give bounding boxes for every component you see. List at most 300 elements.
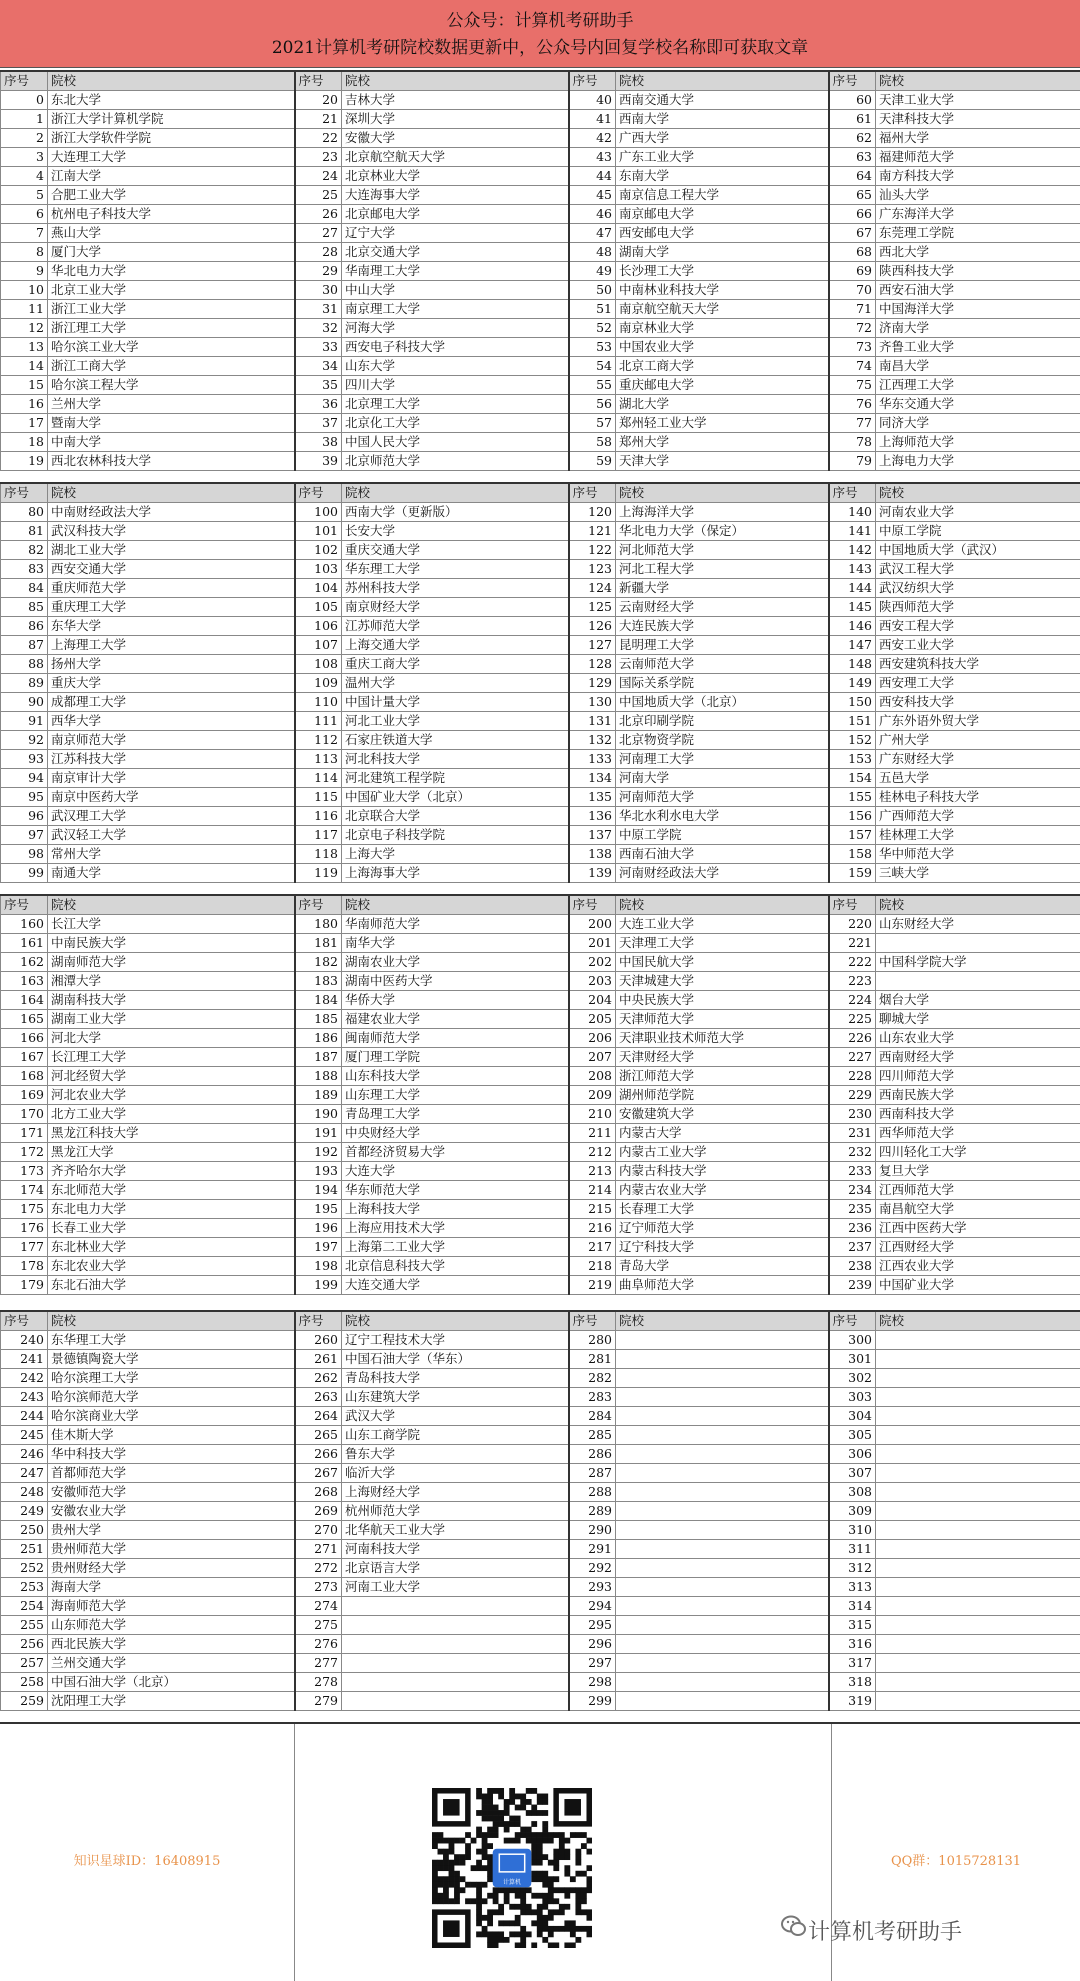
table-row <box>1 1388 1080 1407</box>
row-number: 281 <box>569 1350 616 1369</box>
school-name: 上海科技大学 <box>342 1200 569 1219</box>
school-name: 广东工业大学 <box>616 148 829 167</box>
school-name: 南昌航空大学 <box>876 1200 1080 1219</box>
table-row <box>1 1200 1080 1219</box>
school-name: 武汉纺织大学 <box>876 579 1080 598</box>
school-name: 河北建筑工程学院 <box>342 769 569 788</box>
row-number: 205 <box>569 1010 616 1029</box>
school-name: 重庆交通大学 <box>342 541 569 560</box>
column-header-num: 序号 <box>295 71 342 91</box>
row-number: 174 <box>1 1181 48 1200</box>
school-name: 广西大学 <box>616 129 829 148</box>
column-header-num: 序号 <box>569 71 616 91</box>
school-name: 北京印刷学院 <box>616 712 829 731</box>
row-number: 85 <box>1 598 48 617</box>
school-name: 西安交通大学 <box>48 560 295 579</box>
school-name: 长沙理工大学 <box>616 262 829 281</box>
table-row <box>1 1276 1080 1295</box>
school-name: 山东大学 <box>342 357 569 376</box>
table-row <box>1 693 1080 712</box>
school-name: 河南财经政法大学 <box>616 864 829 883</box>
school-name: 北京理工大学 <box>342 395 569 414</box>
school-name: 四川师范大学 <box>876 1067 1080 1086</box>
row-number: 104 <box>295 579 342 598</box>
row-number: 63 <box>829 148 876 167</box>
column-header-num: 序号 <box>569 483 616 503</box>
school-name: 中国农业大学 <box>616 338 829 357</box>
row-number: 199 <box>295 1276 342 1295</box>
school-name: 北京交通大学 <box>342 243 569 262</box>
school-name <box>616 1521 829 1540</box>
school-name: 北京工商大学 <box>616 357 829 376</box>
row-number: 164 <box>1 991 48 1010</box>
table-row <box>1 1597 1080 1616</box>
table-row <box>1 769 1080 788</box>
school-name: 湖南师范大学 <box>48 953 295 972</box>
school-name: 西南大学 <box>616 110 829 129</box>
school-name: 上海海洋大学 <box>616 503 829 522</box>
row-number: 190 <box>295 1105 342 1124</box>
row-number: 33 <box>295 338 342 357</box>
school-name: 湖北工业大学 <box>48 541 295 560</box>
school-name: 沈阳理工大学 <box>48 1692 295 1711</box>
school-name: 上海海事大学 <box>342 864 569 883</box>
school-name: 东北电力大学 <box>48 1200 295 1219</box>
table-row <box>1 1616 1080 1635</box>
row-number: 111 <box>295 712 342 731</box>
row-number: 200 <box>569 915 616 934</box>
table-row <box>1 579 1080 598</box>
school-name: 中国民航大学 <box>616 953 829 972</box>
row-number: 286 <box>569 1445 616 1464</box>
school-name: 首都师范大学 <box>48 1464 295 1483</box>
school-name <box>342 1673 569 1692</box>
school-name: 西华大学 <box>48 712 295 731</box>
row-number: 213 <box>569 1162 616 1181</box>
school-name: 湖南工业大学 <box>48 1010 295 1029</box>
school-name: 大连理工大学 <box>48 148 295 167</box>
school-name: 中原工学院 <box>616 826 829 845</box>
school-name: 闽南师范大学 <box>342 1029 569 1048</box>
school-name: 东莞理工学院 <box>876 224 1080 243</box>
table-row <box>1 788 1080 807</box>
row-number: 136 <box>569 807 616 826</box>
school-name: 辽宁工程技术大学 <box>342 1331 569 1350</box>
row-number: 67 <box>829 224 876 243</box>
school-name: 南京财经大学 <box>342 598 569 617</box>
row-number: 160 <box>1 915 48 934</box>
table-header-row <box>1 71 1080 91</box>
school-name: 新疆大学 <box>616 579 829 598</box>
column-header-num: 序号 <box>295 1311 342 1331</box>
school-name: 大连民族大学 <box>616 617 829 636</box>
row-number: 53 <box>569 338 616 357</box>
row-number: 304 <box>829 1407 876 1426</box>
row-number: 10 <box>1 281 48 300</box>
school-name: 哈尔滨理工大学 <box>48 1369 295 1388</box>
table-row <box>1 1521 1080 1540</box>
row-number: 48 <box>569 243 616 262</box>
table-row <box>1 541 1080 560</box>
row-number: 29 <box>295 262 342 281</box>
row-number: 86 <box>1 617 48 636</box>
row-number: 172 <box>1 1143 48 1162</box>
row-number: 296 <box>569 1635 616 1654</box>
school-name: 河北工程大学 <box>616 560 829 579</box>
school-name: 湖北大学 <box>616 395 829 414</box>
row-number: 194 <box>295 1181 342 1200</box>
row-number: 92 <box>1 731 48 750</box>
row-number: 28 <box>295 243 342 262</box>
school-name: 温州大学 <box>342 674 569 693</box>
school-name: 扬州大学 <box>48 655 295 674</box>
row-number: 290 <box>569 1521 616 1540</box>
school-name: 辽宁师范大学 <box>616 1219 829 1238</box>
school-name: 上海理工大学 <box>48 636 295 655</box>
row-number: 1 <box>1 110 48 129</box>
row-number: 163 <box>1 972 48 991</box>
school-name: 天津职业技术师范大学 <box>616 1029 829 1048</box>
row-number: 72 <box>829 319 876 338</box>
school-name <box>876 1692 1080 1711</box>
row-number: 82 <box>1 541 48 560</box>
row-number: 20 <box>295 91 342 110</box>
row-number: 141 <box>829 522 876 541</box>
row-number: 156 <box>829 807 876 826</box>
row-number: 50 <box>569 281 616 300</box>
row-number: 139 <box>569 864 616 883</box>
school-name: 湖南中医药大学 <box>342 972 569 991</box>
row-number: 300 <box>829 1331 876 1350</box>
column-header-school: 院校 <box>342 71 569 91</box>
school-name: 中国石油大学（华东） <box>342 1350 569 1369</box>
row-number: 117 <box>295 826 342 845</box>
school-name: 西南财经大学 <box>876 1048 1080 1067</box>
school-name: 哈尔滨工程大学 <box>48 376 295 395</box>
school-name: 华东理工大学 <box>342 560 569 579</box>
school-name: 西北大学 <box>876 243 1080 262</box>
row-number: 46 <box>569 205 616 224</box>
row-number: 79 <box>829 452 876 471</box>
row-number: 255 <box>1 1616 48 1635</box>
row-number: 278 <box>295 1673 342 1692</box>
row-number: 65 <box>829 186 876 205</box>
school-name <box>616 1426 829 1445</box>
school-name: 河南理工大学 <box>616 750 829 769</box>
row-number: 180 <box>295 915 342 934</box>
school-name: 桂林电子科技大学 <box>876 788 1080 807</box>
row-number: 18 <box>1 433 48 452</box>
row-number: 74 <box>829 357 876 376</box>
school-table <box>0 70 1080 471</box>
row-number: 68 <box>829 243 876 262</box>
table-row <box>1 395 1080 414</box>
school-name: 武汉科技大学 <box>48 522 295 541</box>
school-name: 南京理工大学 <box>342 300 569 319</box>
wechat-icon <box>780 1912 808 1940</box>
school-name: 广东财经大学 <box>876 750 1080 769</box>
school-name: 重庆理工大学 <box>48 598 295 617</box>
school-name: 武汉大学 <box>342 1407 569 1426</box>
row-number: 191 <box>295 1124 342 1143</box>
row-number: 132 <box>569 731 616 750</box>
table-row <box>1 731 1080 750</box>
table-row <box>1 1219 1080 1238</box>
row-number: 289 <box>569 1502 616 1521</box>
table-row <box>1 1238 1080 1257</box>
school-name: 三峡大学 <box>876 864 1080 883</box>
row-number: 218 <box>569 1257 616 1276</box>
school-name: 广东外语外贸大学 <box>876 712 1080 731</box>
row-number: 259 <box>1 1692 48 1711</box>
school-name <box>876 1426 1080 1445</box>
school-name <box>342 1616 569 1635</box>
row-number: 93 <box>1 750 48 769</box>
row-number: 101 <box>295 522 342 541</box>
table-row <box>1 167 1080 186</box>
school-name: 湖南大学 <box>616 243 829 262</box>
school-name <box>876 1521 1080 1540</box>
watermark-text: 计算机考研助手 <box>808 1920 963 1945</box>
table-row <box>1 807 1080 826</box>
row-number: 241 <box>1 1350 48 1369</box>
school-name: 大连海事大学 <box>342 186 569 205</box>
table-row <box>1 1067 1080 1086</box>
row-number: 125 <box>569 598 616 617</box>
school-name: 南昌大学 <box>876 357 1080 376</box>
table-row <box>1 1350 1080 1369</box>
row-number: 240 <box>1 1331 48 1350</box>
school-name: 中国地质大学（北京） <box>616 693 829 712</box>
row-number: 150 <box>829 693 876 712</box>
table-row <box>1 433 1080 452</box>
qr-code[interactable] <box>432 1788 592 1948</box>
row-number: 279 <box>295 1692 342 1711</box>
school-name: 国际关系学院 <box>616 674 829 693</box>
school-name: 陕西科技大学 <box>876 262 1080 281</box>
school-name: 北京语言大学 <box>342 1559 569 1578</box>
row-number: 274 <box>295 1597 342 1616</box>
school-name: 浙江师范大学 <box>616 1067 829 1086</box>
header-banner <box>0 0 1080 68</box>
school-name: 福州大学 <box>876 129 1080 148</box>
column-header-num: 序号 <box>569 895 616 915</box>
row-number: 230 <box>829 1105 876 1124</box>
school-name: 南京航空航天大学 <box>616 300 829 319</box>
table-row <box>1 1673 1080 1692</box>
row-number: 38 <box>295 433 342 452</box>
row-number: 235 <box>829 1200 876 1219</box>
row-number: 61 <box>829 110 876 129</box>
row-number: 222 <box>829 953 876 972</box>
school-name: 广州大学 <box>876 731 1080 750</box>
school-name <box>876 1350 1080 1369</box>
table-row <box>1 319 1080 338</box>
column-header-school: 院校 <box>342 1311 569 1331</box>
row-number: 215 <box>569 1200 616 1219</box>
table-row <box>1 1692 1080 1711</box>
row-number: 54 <box>569 357 616 376</box>
school-name: 五邑大学 <box>876 769 1080 788</box>
row-number: 312 <box>829 1559 876 1578</box>
table-row <box>1 1540 1080 1559</box>
school-name: 哈尔滨商业大学 <box>48 1407 295 1426</box>
row-number: 122 <box>569 541 616 560</box>
row-number: 287 <box>569 1464 616 1483</box>
row-number: 105 <box>295 598 342 617</box>
row-number: 157 <box>829 826 876 845</box>
row-number: 311 <box>829 1540 876 1559</box>
table-row <box>1 1464 1080 1483</box>
column-header-num: 序号 <box>569 1311 616 1331</box>
row-number: 49 <box>569 262 616 281</box>
row-number: 127 <box>569 636 616 655</box>
row-number: 64 <box>829 167 876 186</box>
column-header-school: 院校 <box>342 483 569 503</box>
school-name: 南京信息工程大学 <box>616 186 829 205</box>
row-number: 275 <box>295 1616 342 1635</box>
school-table <box>0 482 1080 883</box>
school-name: 华东交通大学 <box>876 395 1080 414</box>
school-name: 华东师范大学 <box>342 1181 569 1200</box>
school-name: 湘潭大学 <box>48 972 295 991</box>
row-number: 269 <box>295 1502 342 1521</box>
table-row <box>1 1105 1080 1124</box>
row-number: 27 <box>295 224 342 243</box>
row-number: 162 <box>1 953 48 972</box>
school-name: 成都理工大学 <box>48 693 295 712</box>
school-name: 华南师范大学 <box>342 915 569 934</box>
row-number: 120 <box>569 503 616 522</box>
table-header-row <box>1 895 1080 915</box>
school-name: 上海财经大学 <box>342 1483 569 1502</box>
school-name: 浙江工业大学 <box>48 300 295 319</box>
school-name: 长春工业大学 <box>48 1219 295 1238</box>
row-number: 57 <box>569 414 616 433</box>
row-number: 140 <box>829 503 876 522</box>
school-name: 天津理工大学 <box>616 934 829 953</box>
row-number: 6 <box>1 205 48 224</box>
column-header-school: 院校 <box>48 71 295 91</box>
school-name: 南通大学 <box>48 864 295 883</box>
school-name: 中国石油大学（北京） <box>48 1673 295 1692</box>
school-name <box>616 1692 829 1711</box>
row-number: 214 <box>569 1181 616 1200</box>
school-name: 西南民族大学 <box>876 1086 1080 1105</box>
school-name <box>616 1540 829 1559</box>
school-name: 山东财经大学 <box>876 915 1080 934</box>
row-number: 126 <box>569 617 616 636</box>
row-number: 42 <box>569 129 616 148</box>
table-row <box>1 148 1080 167</box>
table-row <box>1 991 1080 1010</box>
table-row <box>1 1559 1080 1578</box>
row-number: 231 <box>829 1124 876 1143</box>
row-number: 282 <box>569 1369 616 1388</box>
school-name: 河南师范大学 <box>616 788 829 807</box>
row-number: 143 <box>829 560 876 579</box>
school-name: 武汉工程大学 <box>876 560 1080 579</box>
row-number: 310 <box>829 1521 876 1540</box>
school-name: 中南大学 <box>48 433 295 452</box>
row-number: 267 <box>295 1464 342 1483</box>
row-number: 246 <box>1 1445 48 1464</box>
school-name: 云南师范大学 <box>616 655 829 674</box>
school-name <box>876 1559 1080 1578</box>
row-number: 40 <box>569 91 616 110</box>
table-row <box>1 129 1080 148</box>
school-name: 大连工业大学 <box>616 915 829 934</box>
table-row <box>1 1048 1080 1067</box>
school-name: 内蒙古科技大学 <box>616 1162 829 1181</box>
column-header-num: 序号 <box>1 71 48 91</box>
school-name: 天津财经大学 <box>616 1048 829 1067</box>
school-name: 石家庄铁道大学 <box>342 731 569 750</box>
row-number: 114 <box>295 769 342 788</box>
row-number: 314 <box>829 1597 876 1616</box>
school-name: 西南科技大学 <box>876 1105 1080 1124</box>
school-name <box>616 1483 829 1502</box>
row-number: 56 <box>569 395 616 414</box>
school-name: 天津大学 <box>616 452 829 471</box>
school-name: 江苏科技大学 <box>48 750 295 769</box>
row-number: 303 <box>829 1388 876 1407</box>
school-name <box>616 1464 829 1483</box>
row-number: 236 <box>829 1219 876 1238</box>
table-row <box>1 1445 1080 1464</box>
school-name: 青岛大学 <box>616 1257 829 1276</box>
row-number: 271 <box>295 1540 342 1559</box>
table-row <box>1 262 1080 281</box>
school-name: 北京航空航天大学 <box>342 148 569 167</box>
school-name: 北京电子科技学院 <box>342 826 569 845</box>
row-number: 81 <box>1 522 48 541</box>
row-number: 153 <box>829 750 876 769</box>
row-number: 15 <box>1 376 48 395</box>
table-row <box>1 972 1080 991</box>
row-number: 55 <box>569 376 616 395</box>
row-number: 302 <box>829 1369 876 1388</box>
row-number: 243 <box>1 1388 48 1407</box>
school-name <box>616 1407 829 1426</box>
row-number: 91 <box>1 712 48 731</box>
school-name <box>876 1654 1080 1673</box>
table-row <box>1 376 1080 395</box>
school-name <box>876 1635 1080 1654</box>
school-name: 内蒙古大学 <box>616 1124 829 1143</box>
school-name: 西南交通大学 <box>616 91 829 110</box>
school-name: 山东工商学院 <box>342 1426 569 1445</box>
school-name: 汕头大学 <box>876 186 1080 205</box>
row-number: 78 <box>829 433 876 452</box>
row-number: 171 <box>1 1124 48 1143</box>
table-row <box>1 915 1080 934</box>
row-number: 59 <box>569 452 616 471</box>
row-number: 109 <box>295 674 342 693</box>
row-number: 115 <box>295 788 342 807</box>
school-name: 聊城大学 <box>876 1010 1080 1029</box>
school-name: 安徽大学 <box>342 129 569 148</box>
row-number: 306 <box>829 1445 876 1464</box>
row-number: 225 <box>829 1010 876 1029</box>
star-id-text: 知识星球ID：16408915 <box>73 1854 221 1869</box>
column-header-school: 院校 <box>616 895 829 915</box>
school-name: 内蒙古农业大学 <box>616 1181 829 1200</box>
column-header-num: 序号 <box>1 895 48 915</box>
footer-left-cell <box>0 1724 295 1981</box>
school-name <box>616 1597 829 1616</box>
row-number: 26 <box>295 205 342 224</box>
